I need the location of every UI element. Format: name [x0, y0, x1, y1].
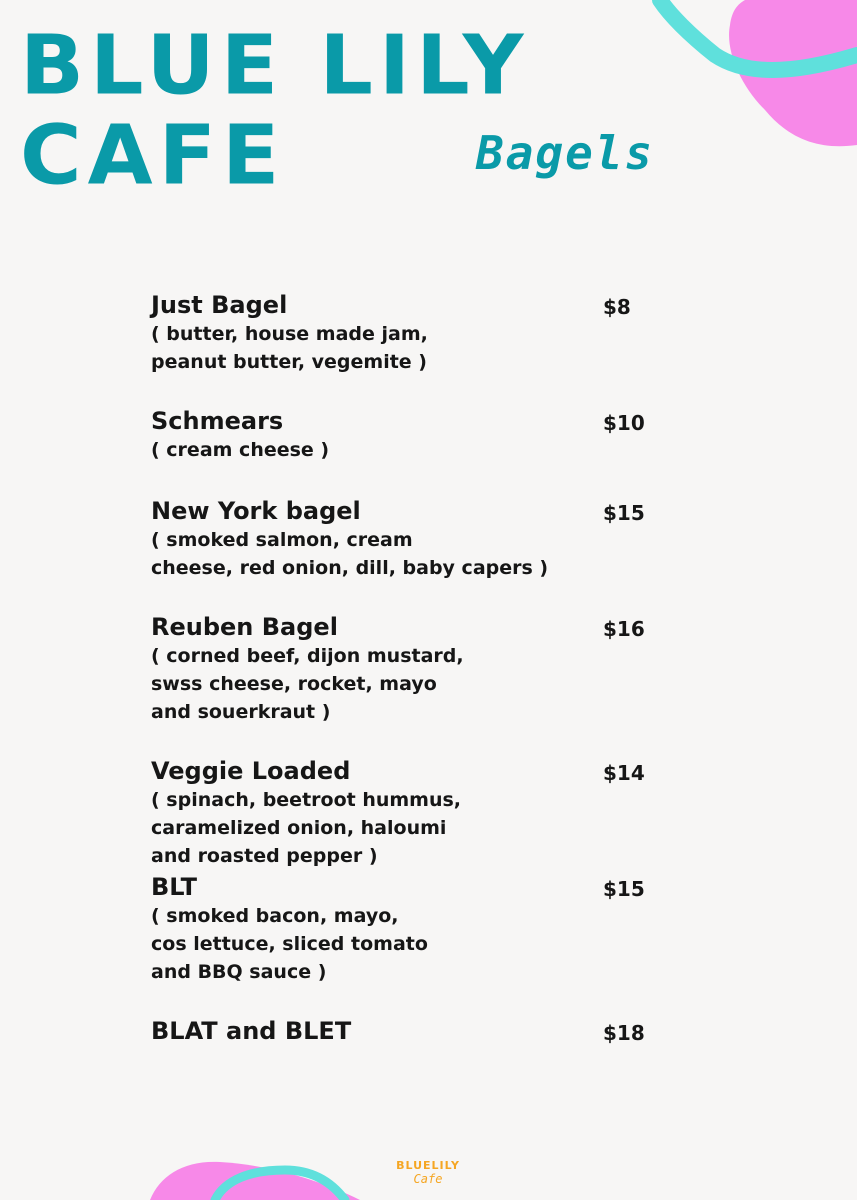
item-price: $16	[603, 617, 645, 641]
footer-logo	[388, 1159, 468, 1186]
item-description: ( smoked bacon, mayo, cos lettuce, sliced tomato and BBQ sauce )	[151, 905, 428, 983]
item-name: Reuben Bagel	[151, 613, 338, 641]
item-price: $10	[603, 411, 645, 435]
item-price: $18	[603, 1021, 645, 1045]
item-description: ( butter, house made jam, peanut butter, vegemite )	[151, 323, 428, 373]
item-description: ( corned beef, dijon mustard, swss cheese, rocket, mayo and souerkraut )	[151, 645, 464, 723]
menu-item-just-bagel	[151, 290, 671, 406]
menu-item-new-york-bagel	[151, 496, 671, 612]
item-name: Schmears	[151, 407, 284, 435]
footer-logo-line-2: Cafe	[413, 1172, 443, 1186]
section-title: Bagels	[476, 126, 655, 180]
item-name: Veggie Loaded	[151, 757, 351, 785]
footer-logo-line-1: BLUELILY	[396, 1159, 460, 1172]
item-price: $8	[603, 295, 631, 319]
menu-item-schmears	[151, 406, 671, 496]
brand-line-1: BLUE LILY	[20, 16, 530, 113]
item-description: ( spinach, beetroot hummus, caramelized onion, haloumi and roasted pepper )	[151, 789, 462, 867]
menu-list	[151, 290, 671, 1056]
item-price: $15	[603, 501, 645, 525]
menu-item-reuben-bagel	[151, 612, 671, 756]
item-description: ( smoked salmon, cream cheese, red onion, dill, baby capers )	[151, 529, 549, 579]
menu-item-blat-and-blet	[151, 1016, 671, 1056]
item-name: Just Bagel	[151, 291, 288, 319]
item-price: $14	[603, 761, 645, 785]
menu-item-blt	[151, 872, 671, 1016]
item-price: $15	[603, 877, 645, 901]
menu-item-veggie-loaded	[151, 756, 671, 872]
item-name: New York bagel	[151, 497, 361, 525]
item-name: BLAT and BLET	[151, 1017, 352, 1045]
item-description: ( cream cheese )	[151, 439, 330, 461]
brand-line-2: CAFE	[20, 107, 286, 204]
item-name: BLT	[151, 873, 197, 901]
cafe-logo-title	[20, 16, 530, 204]
